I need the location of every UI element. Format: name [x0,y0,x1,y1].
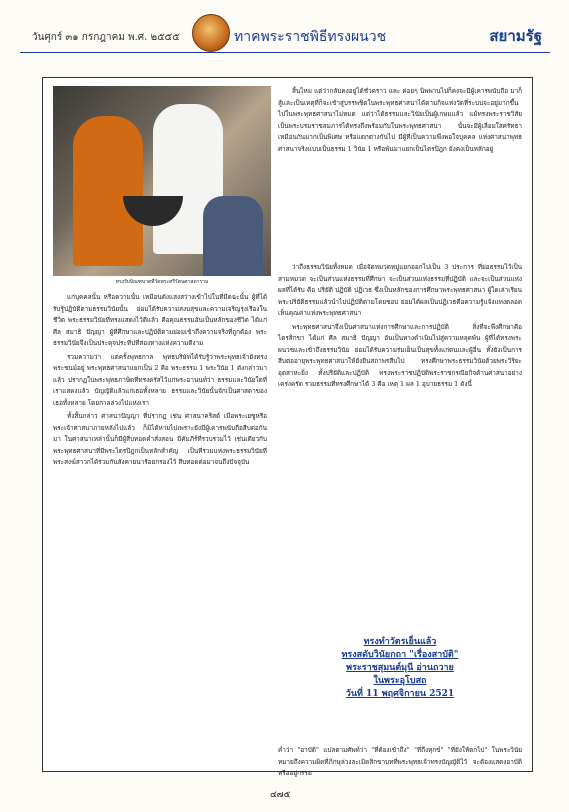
royal-emblem-icon [192,14,230,52]
headline-date: วันที่ 11 พฤศจิกายน 2521 [345,689,455,699]
page-number: ๔๗๕ [270,790,291,800]
article-photo [53,86,271,276]
header-divider [20,52,550,53]
paragraph: ว่าถึงธรรมวินัยทั้งหมด เมื่อจัดหมวดหมู่แยกออกไปเป็น 3 ประการ ที่ย่อธรรมไว้เป็นสามหมวด จะเป็นส่วนแห่งธรรมที่ศึกษา จะเป็นส่วนแห่งธรรมที่ปฏิบัติ และจะเป็นส่วนแห่งผลที่ได้รับ คือ ปริยัติ ปฏิบัติ ปฏิเวธ ซึ่งเป็นหลักของการศึกษาพระพุทธศาสนา ผู้ใดเล่าเรียนพระปริยัติธรรมแล้วนำไปปฏิบัติตามโดยชอบ ย่อมได้ผลเป็นปฏิเวธคือความรู้แจ้งแทงตลอด เห็นคุณค่าแห่งพระพุทธศาสนา [278,263,522,317]
headline-line: พระราชสุมนต์มุนี อ่านถวาย [346,663,454,673]
paragraph: แก่บุคคลนั้น หรือความนั้น เหมือนดังแสงสว่างเข้าไปในที่มืดฉะนั้น ผู้ที่ได้รับรู้ปฏิบัติตามธรรมวินัยนั้น ย่อมได้รับความสงบสุขและความเจริญรุ่งเรืองในชีวิต พระธรรมวินัยที่ทรงแสดงไว้ดีแล้ว คือคุณธรรมอันเป็นหลักของชีวิต ได้แก่ ศีล สมาธิ ปัญญา ผู้ที่ศึกษาและปฏิบัติตามย่อมเข้าถึงความจริงที่ถูกต้อง พระธรรมวินัยจึงเป็นประดุจประทีปที่ส่องทางแห่งความดีงาม [53,293,267,347]
headline-line: ทรงทำวัตรเย็นแล้ว [363,637,437,647]
header-date: วันศุกร์ ๓๑ กรกฎาคม พ.ศ. ๒๕๕๕ [32,32,180,43]
header-title: ทาคพระราชพิธีทรงผนวช [234,29,387,45]
column-top-right [278,86,522,254]
photo-monk-figure [73,116,143,266]
magazine-name: สยามรัฐ [489,27,542,45]
photo-caption: ทรงรับบิณฑบาตที่วัดพระศรีรัตนศาสดาราม [115,279,209,285]
headline-line: ทรงสดับวินัยกถา "เรื่องสาบัติ" [341,650,459,660]
headline-line: ในพระอุโบสถ [373,676,427,686]
section-headline [278,636,522,701]
paragraph: สิ้นไหม แต่ว่ากลับคงอยู่ได้ชั่วคราว และ ค่อยๆ นิพพานไปก็คงจะมีผู้เคารพนับถือ มาก็สู้และเป็นเหตุที่ก็จะเข้าสู่บรรพชิตในพระพุทธศาสนาได้ตามกิจแห่งวัดที่ระบบจะอยู่มากขึ้นไปในพระพุทธศาสนาไม่หมด แต่ว่าได้ธรรมและวินัยเป็นผู้เกษมแล้ว แม้ทรงพระราชวิสัยเป็นพระบรมราชสมภารได้ทรงถึงพร้อมกับในพระพุทธศาสนา นั้นจะมีผู้เลื่อมใสศรัทธาเหมือนกันมากเป็นพิเศษ หรือแตกต่างกันไป มีผู้ที่เป็นความพึงพอใจบุคคล แห่งศาสนาพุทธศาสนาจริงแบบเป็นธรรม 1 วินัย 1 หรือพ้นมาแยกเป็นไตรปิฎก ยังคงเป็นหลักอยู่ [278,87,522,153]
paragraph: ทั้งสิ้นกล่าว ศาสนาปัญญา ที่ปรากฏ เช่น ศาสนาคริสต์ เมื่อพระเยซูหรือพระเจ้าศาสนาภายหลังไปแล้ว ก็มิได้หายไปเพราะยังมีผู้เคารพนับถือสืบต่อกันมา ในศาสนาเหล่านั้นก็มีผู้สืบทอดคำสั่งสอน มีคัมภีร์ที่รวบรวมไว้ เช่นเดียวกับพระพุทธศาสนาที่มีพระไตรปิฎกเป็นหลักสำคัญ เป็นที่รวมแห่งพระธรรมวินัยที่พระสงฆ์สาวกได้ร่วมกันสังคายนาร้อยกรองไว้ สืบทอดต่อมาจนถึงปัจจุบัน [53,412,267,466]
paragraph: รวมความว่า แต่ครั้งพุทธกาล พุทธบริษัทได้รับรู้ว่าพระพุทธเจ้ายังทรงพระชนม์อยู่ พระพุทธศาสนาแยกเป็น 2 คือ พระธรรม 1 พระวินัย 1 ดังกล่าวมาแล้ว ปรากฏในพระพุทธภาษิตที่ทรงตรัสไว้แก่พระอานนท์ว่า ธรรมและวินัยใดที่เราแสดงแล้ว บัญญัติแล้วแก่เธอทั้งหลาย ธรรมและวินัยนั้นจักเป็นศาสดาของเธอทั้งหลาย โดยกาลล่วงไปแห่งเรา [53,352,267,407]
header [20,14,550,58]
paragraph: พระพุทธศาสนาจึงเป็นศาสนาแห่งการศึกษาและการปฏิบัติ สิ่งที่จะพึงศึกษาคือไตรสิกขา ได้แก่ ศีล สมาธิ ปัญญา อันเป็นทางดำเนินไปสู่ความหลุดพ้น ผู้ที่ได้ทรงพระผนวชและเข้าถึงธรรมวินัย ย่อมได้รับความร่มเย็นเป็นสุขทั้งแก่ตนและผู้อื่น ทั้งยังเป็นการสืบต่ออายุพระพุทธศาสนาให้ยั่งยืนสถาพรสืบไป ทรงศึกษาพระธรรมวินัยด้วยพระวิริยะอุตสาหะยิ่ง ทั้งปริยัติและปฏิบัติ ทรงพระราชปฏิบัติพระราชกรณียกิจด้านศาสนาอย่างเคร่งครัด รวมธรรมที่ทรงศึกษาได้ 3 คือ เหตุ 1 ผล 1 อุบายธรรม 1 ดังนี้ [278,322,522,388]
column-left [53,292,267,762]
column-right [278,262,522,632]
photo-child-figure [203,196,263,276]
closing-paragraph: คำว่า "อาบัติ" แปลตามศัพท์ว่า "ที่ต้องเข้าถึง" "ที่ถึงทุกข์" "ที่ยังให้ตกไป" ในพระวินัย หมายถึงความผิดที่ภิกษุล่วงละเมิดสิกขาบทที่พระพุทธเจ้าทรงบัญญัติไว้ จะต้องแสดงอาบัติหรืออยู่กรรม [278,746,522,777]
